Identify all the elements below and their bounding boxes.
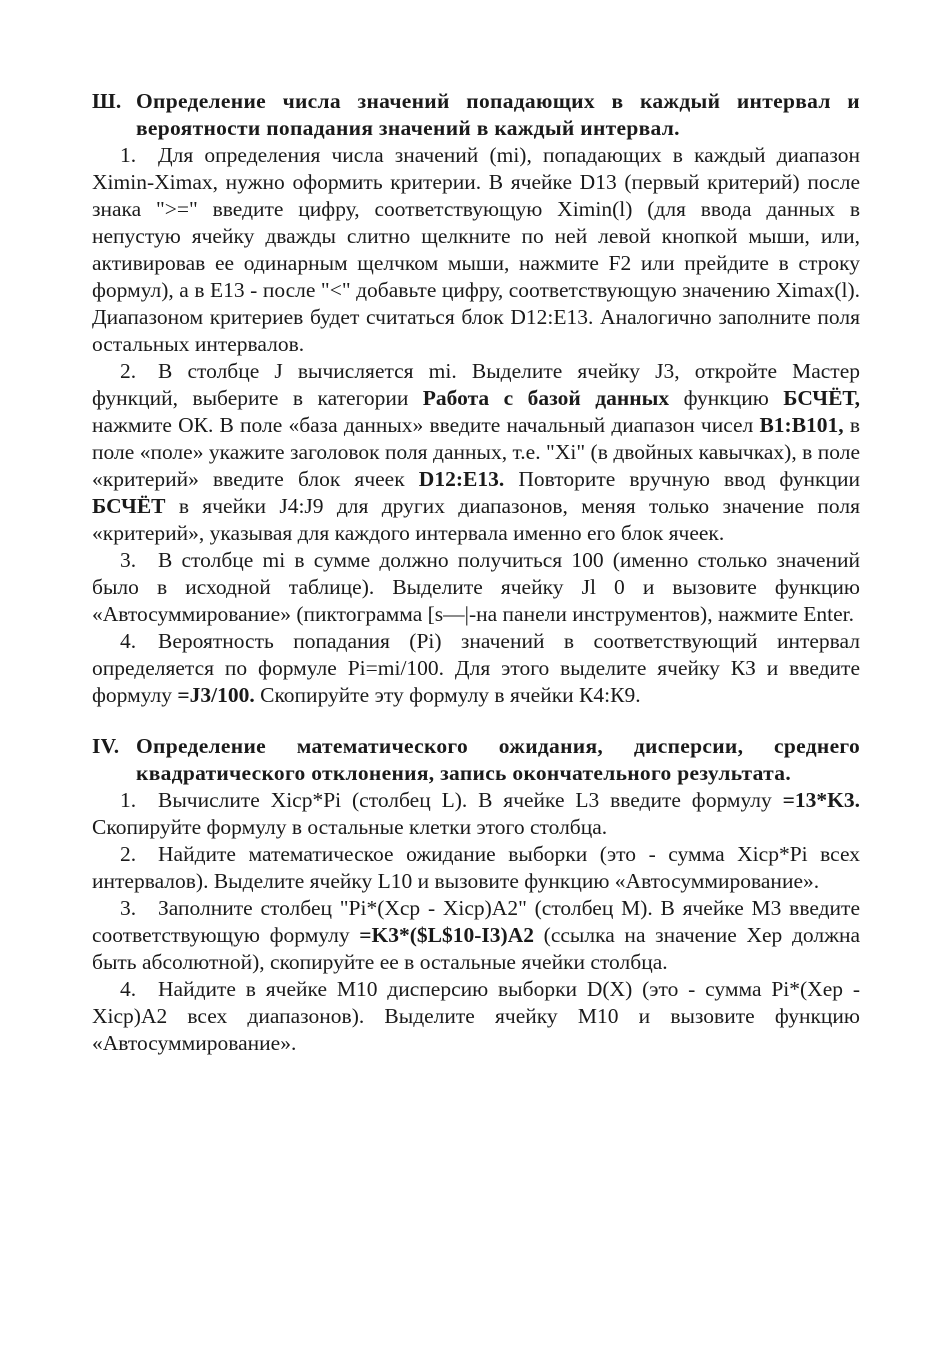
section-4-items <box>92 787 860 1057</box>
section-3-number: Ш. <box>92 89 122 113</box>
section4-item-4 <box>92 976 860 1057</box>
section-gap <box>92 709 860 733</box>
item-number: 2. <box>120 359 137 383</box>
bold-text: =13*K3. <box>782 788 860 812</box>
section-4-title: Определение математического ожидания, дисперсии, среднего квадратического отклонения, запись окончательного результата. <box>136 734 860 785</box>
bold-text: БСЧЁТ <box>92 494 166 518</box>
item-text: Скопируйте формулу в остальные клетки этого столбца. <box>92 815 608 839</box>
item-text: Для определения числа значений (mi), попадающих в каждый диапазон Ximin-Ximax, нужно оформить критерии. В ячейке D13 (первый критерий) после знака ">=" введите цифру, соответствующую Ximin(l) (для ввода данных в непустую ячейку дважды слитно щелкните по ней левой кнопкой мыши, или, активировав ее одинарным щелчком мыши, нажмите F2 или прейдите в строку формул), а в Е13 - после "<" добавьте цифру, соответствующую значению Ximax(l). Диапазоном критериев будет считаться блок D12:E13. Аналогично заполните поля остальных интервалов. <box>92 143 860 356</box>
bold-text: D12:E13. <box>418 467 505 491</box>
section4-item-3 <box>92 895 860 976</box>
item-number: 1. <box>120 788 137 812</box>
item-text: В столбце mi в сумме должно получиться 100 (именно столько значений было в исходной таблице). Выделите ячейку Jl 0 и вызовите функцию «Автосуммирование» (пиктограмма [s—|-на панели инструментов), нажмите Enter. <box>92 548 860 626</box>
item-number: 4. <box>120 629 137 653</box>
section-3-heading <box>92 88 860 142</box>
item-text: нажмите ОК. В поле «база данных» введите начальный диапазон чисел <box>92 413 760 437</box>
section3-item-2 <box>92 358 860 547</box>
document-body <box>92 88 860 1057</box>
section4-item-1 <box>92 787 860 841</box>
section-4-heading <box>92 733 860 787</box>
item-text: Вычислите Xicp*Pi (столбец L). В ячейке L3 введите формулу <box>158 788 783 812</box>
item-number: 3. <box>120 896 137 920</box>
item-text: Найдите математическое ожидание выборки (это - сумма Xicp*Pi всех интервалов). Выделите ячейку L10 и вызовите функцию «Автосуммирование». <box>92 842 860 893</box>
section3-item-3 <box>92 547 860 628</box>
bold-text: =K3*($L$10-I3)A2 <box>359 923 534 947</box>
item-text: (ссылка на значение Хер должна быть абсолютной), скопируйте ее в остальные ячейки столбца. <box>92 923 860 974</box>
section-3-items <box>92 142 860 709</box>
item-text: Скопируйте эту формулу в ячейки К4:К9. <box>254 683 641 707</box>
bold-text: B1:B101, <box>759 413 844 437</box>
item-text: Заполните столбец "Pi*(Xcp - Xicp)A2" (столбец М). В ячейке М3 введите соответствующую формулу <box>92 896 860 947</box>
item-number: 3. <box>120 548 137 572</box>
item-text: Повторите вручную ввод функции <box>504 467 860 491</box>
item-text: в ячейки J4:J9 для других диапазонов, меняя только значение поля «критерий», указывая для каждого интервала именно его блок ячеек. <box>92 494 860 545</box>
item-text: Найдите в ячейке М10 дисперсию выборки D(X) (это - сумма Pi*(Xep - Xicp)A2 всех диапазонов). Выделите ячейку М10 и вызовите функцию «Автосуммирование». <box>92 977 860 1055</box>
item-number: 1. <box>120 143 137 167</box>
bold-text: =J3/100. <box>177 683 255 707</box>
section3-item-1 <box>92 142 860 358</box>
section4-item-2 <box>92 841 860 895</box>
bold-text: БСЧЁТ, <box>783 386 860 410</box>
bold-text: Работа с базой данных <box>422 386 670 410</box>
item-text: В столбце J вычисляется mi. Выделите ячейку J3, откройте Мастер функций, выберите в категории <box>92 359 860 410</box>
section-3-title: Определение числа значений попадающих в каждый интервал и вероятности попадания значений в каждый интервал. <box>136 89 860 140</box>
section3-item-4 <box>92 628 860 709</box>
item-number: 4. <box>120 977 137 1001</box>
item-number: 2. <box>120 842 137 866</box>
item-text: Вероятность попадания (Pi) значений в соответствующий интервал определяется по формуле Pi=mi/100. Для этого выделите ячейку КЗ и введите формулу <box>92 629 860 707</box>
item-text: в поле «поле» укажите заголовок поля данных, т.е. "Xi" (в двойных кавычках), в поле «критерий» введите блок ячеек <box>92 413 860 491</box>
section-4-number: IV. <box>92 734 120 758</box>
item-text: функцию <box>669 386 784 410</box>
